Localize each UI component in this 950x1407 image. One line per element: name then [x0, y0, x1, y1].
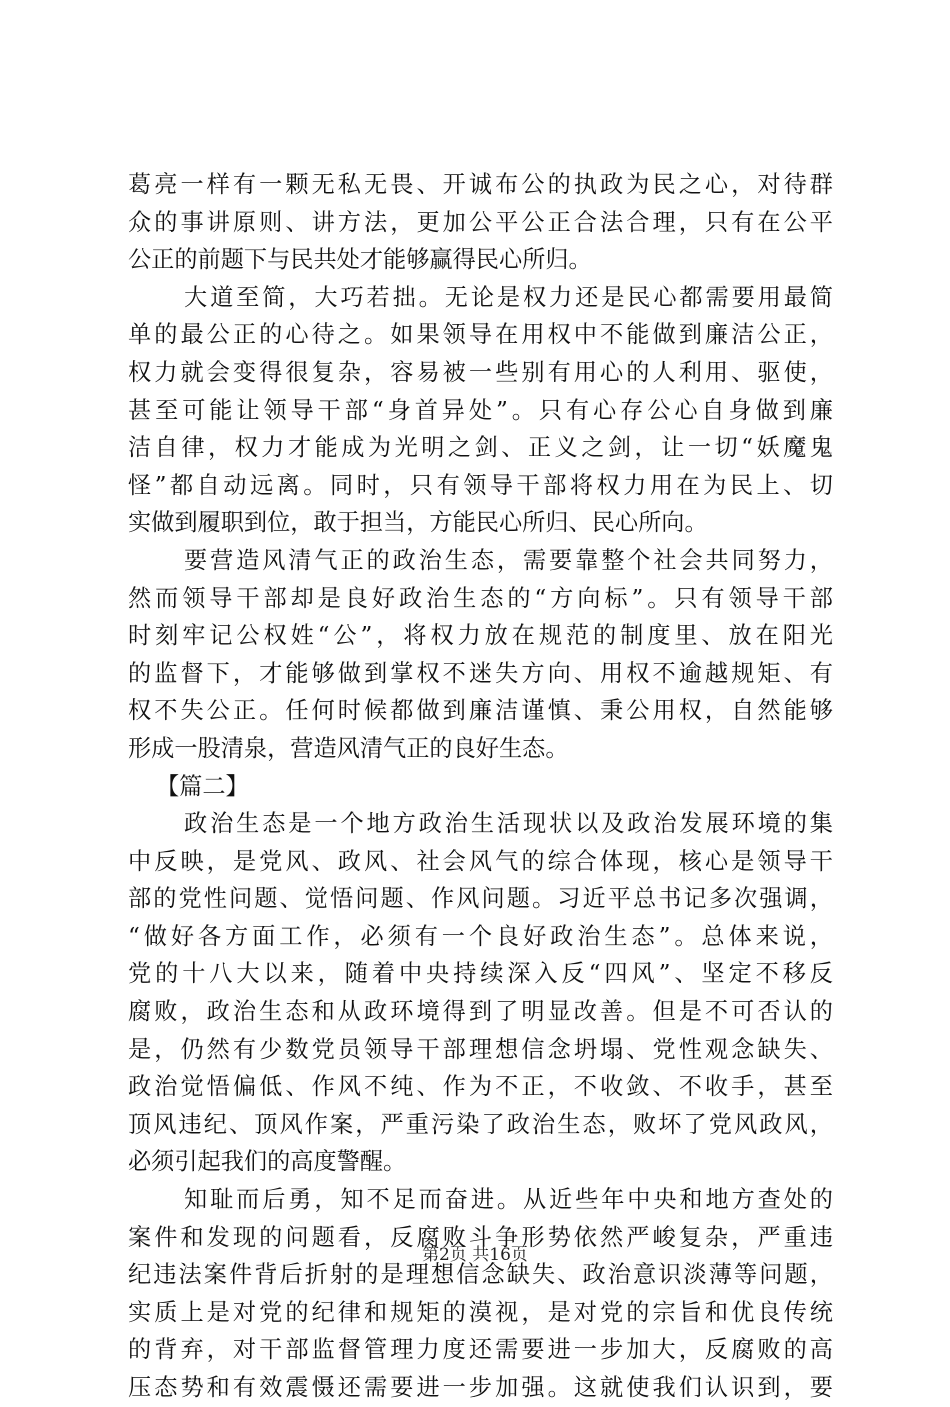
- text-line: 是，仍然有少数党员领导干部理想信念坍塌、党性观念缺失、: [128, 1035, 833, 1063]
- text-line: 权力就会变得很复杂，容易被一些别有用心的人利用、驱使，: [128, 358, 833, 386]
- text-line: 的监督下，才能够做到掌权不迷失方向、用权不逾越规矩、有: [128, 659, 833, 687]
- text-line: 时刻牢记公权姓“公”，将权力放在规范的制度里、放在阳光: [128, 622, 833, 650]
- text-line: 部的党性问题、觉悟问题、作风问题。习近平总书记多次强调，: [128, 885, 833, 913]
- text-line: 知耻而后勇，知不足而奋进。从近些年中央和地方查处的: [184, 1186, 833, 1214]
- text-line: 形成一股清泉，营造风清气正的良好生态。: [128, 734, 569, 762]
- text-line: 洁自律，权力才能成为光明之剑、正义之剑，让一切“妖魔鬼: [128, 434, 833, 462]
- text-line: 政治觉悟偏低、作风不纯、作为不正，不收敛、不收手，甚至: [128, 1073, 833, 1101]
- text-line: 葛亮一样有一颗无私无畏、开诚布公的执政为民之心，对待群: [128, 171, 833, 198]
- text-line: 必须引起我们的高度警醒。: [128, 1148, 407, 1176]
- text-line: 实做到履职到位，敢于担当，方能民心所归、民心所向。: [128, 509, 708, 537]
- text-line: 然而领导干部却是良好政治生态的“方向标”。只有领导干部: [128, 584, 833, 612]
- section-heading: 【篇二】: [156, 772, 249, 800]
- text-line: 权不失公正。任何时候都做到廉洁谨慎、秉公用权，自然能够: [128, 697, 833, 725]
- text-line: “做好各方面工作，必须有一个良好政治生态”。总体来说，: [128, 922, 833, 950]
- text-line: 实质上是对党的纪律和规矩的漠视，是对党的宗旨和优良传统: [128, 1298, 833, 1326]
- text-line: 大道至简，大巧若拙。无论是权力还是民心都需要用最简: [184, 283, 833, 311]
- text-line: 案件和发现的问题看，反腐败斗争形势依然严峻复杂，严重违: [128, 1223, 833, 1251]
- text-line: 党的十八大以来，随着中央持续深入反“四风”、坚定不移反: [128, 960, 833, 988]
- text-line: 政治生态是一个地方政治生活现状以及政治发展环境的集: [184, 810, 833, 838]
- text-line: 甚至可能让领导干部“身首异处”。只有心存公心自身做到廉: [128, 396, 833, 424]
- text-line: 纪违法案件背后折射的是理想信念缺失、政治意识淡薄等问题，: [128, 1261, 833, 1289]
- text-line: 中反映，是党风、政风、社会风气的综合体现，核心是领导干: [128, 847, 833, 875]
- text-line: 要营造风清气正的政治生态，需要靠整个社会共同努力，: [184, 546, 833, 574]
- text-line: 顶风违纪、顶风作案，严重污染了政治生态，败坏了党风政风，: [128, 1110, 833, 1138]
- text-line: 公正的前题下与民共处才能够赢得民心所归。: [128, 246, 592, 274]
- text-line: 单的最公正的心待之。如果领导在用权中不能做到廉洁公正，: [128, 321, 833, 349]
- text-line: 怪”都自动远离。同时，只有领导干部将权力用在为民上、切: [128, 471, 833, 499]
- text-line: 压态势和有效震慑还需要进一步加强。这就使我们认识到，要: [128, 1374, 833, 1401]
- text-line: 的背弃，对干部监督管理力度还需要进一步加大，反腐败的高: [128, 1336, 833, 1364]
- text-line: 腐败，政治生态和从政环境得到了明显改善。但是不可否认的: [128, 998, 833, 1026]
- document-body: [128, 166, 833, 1407]
- page-footer: 第2页 共16页: [422, 1245, 528, 1265]
- text-line: 众的事讲原则、讲方法，更加公平公正合法合理，只有在公平: [128, 208, 833, 236]
